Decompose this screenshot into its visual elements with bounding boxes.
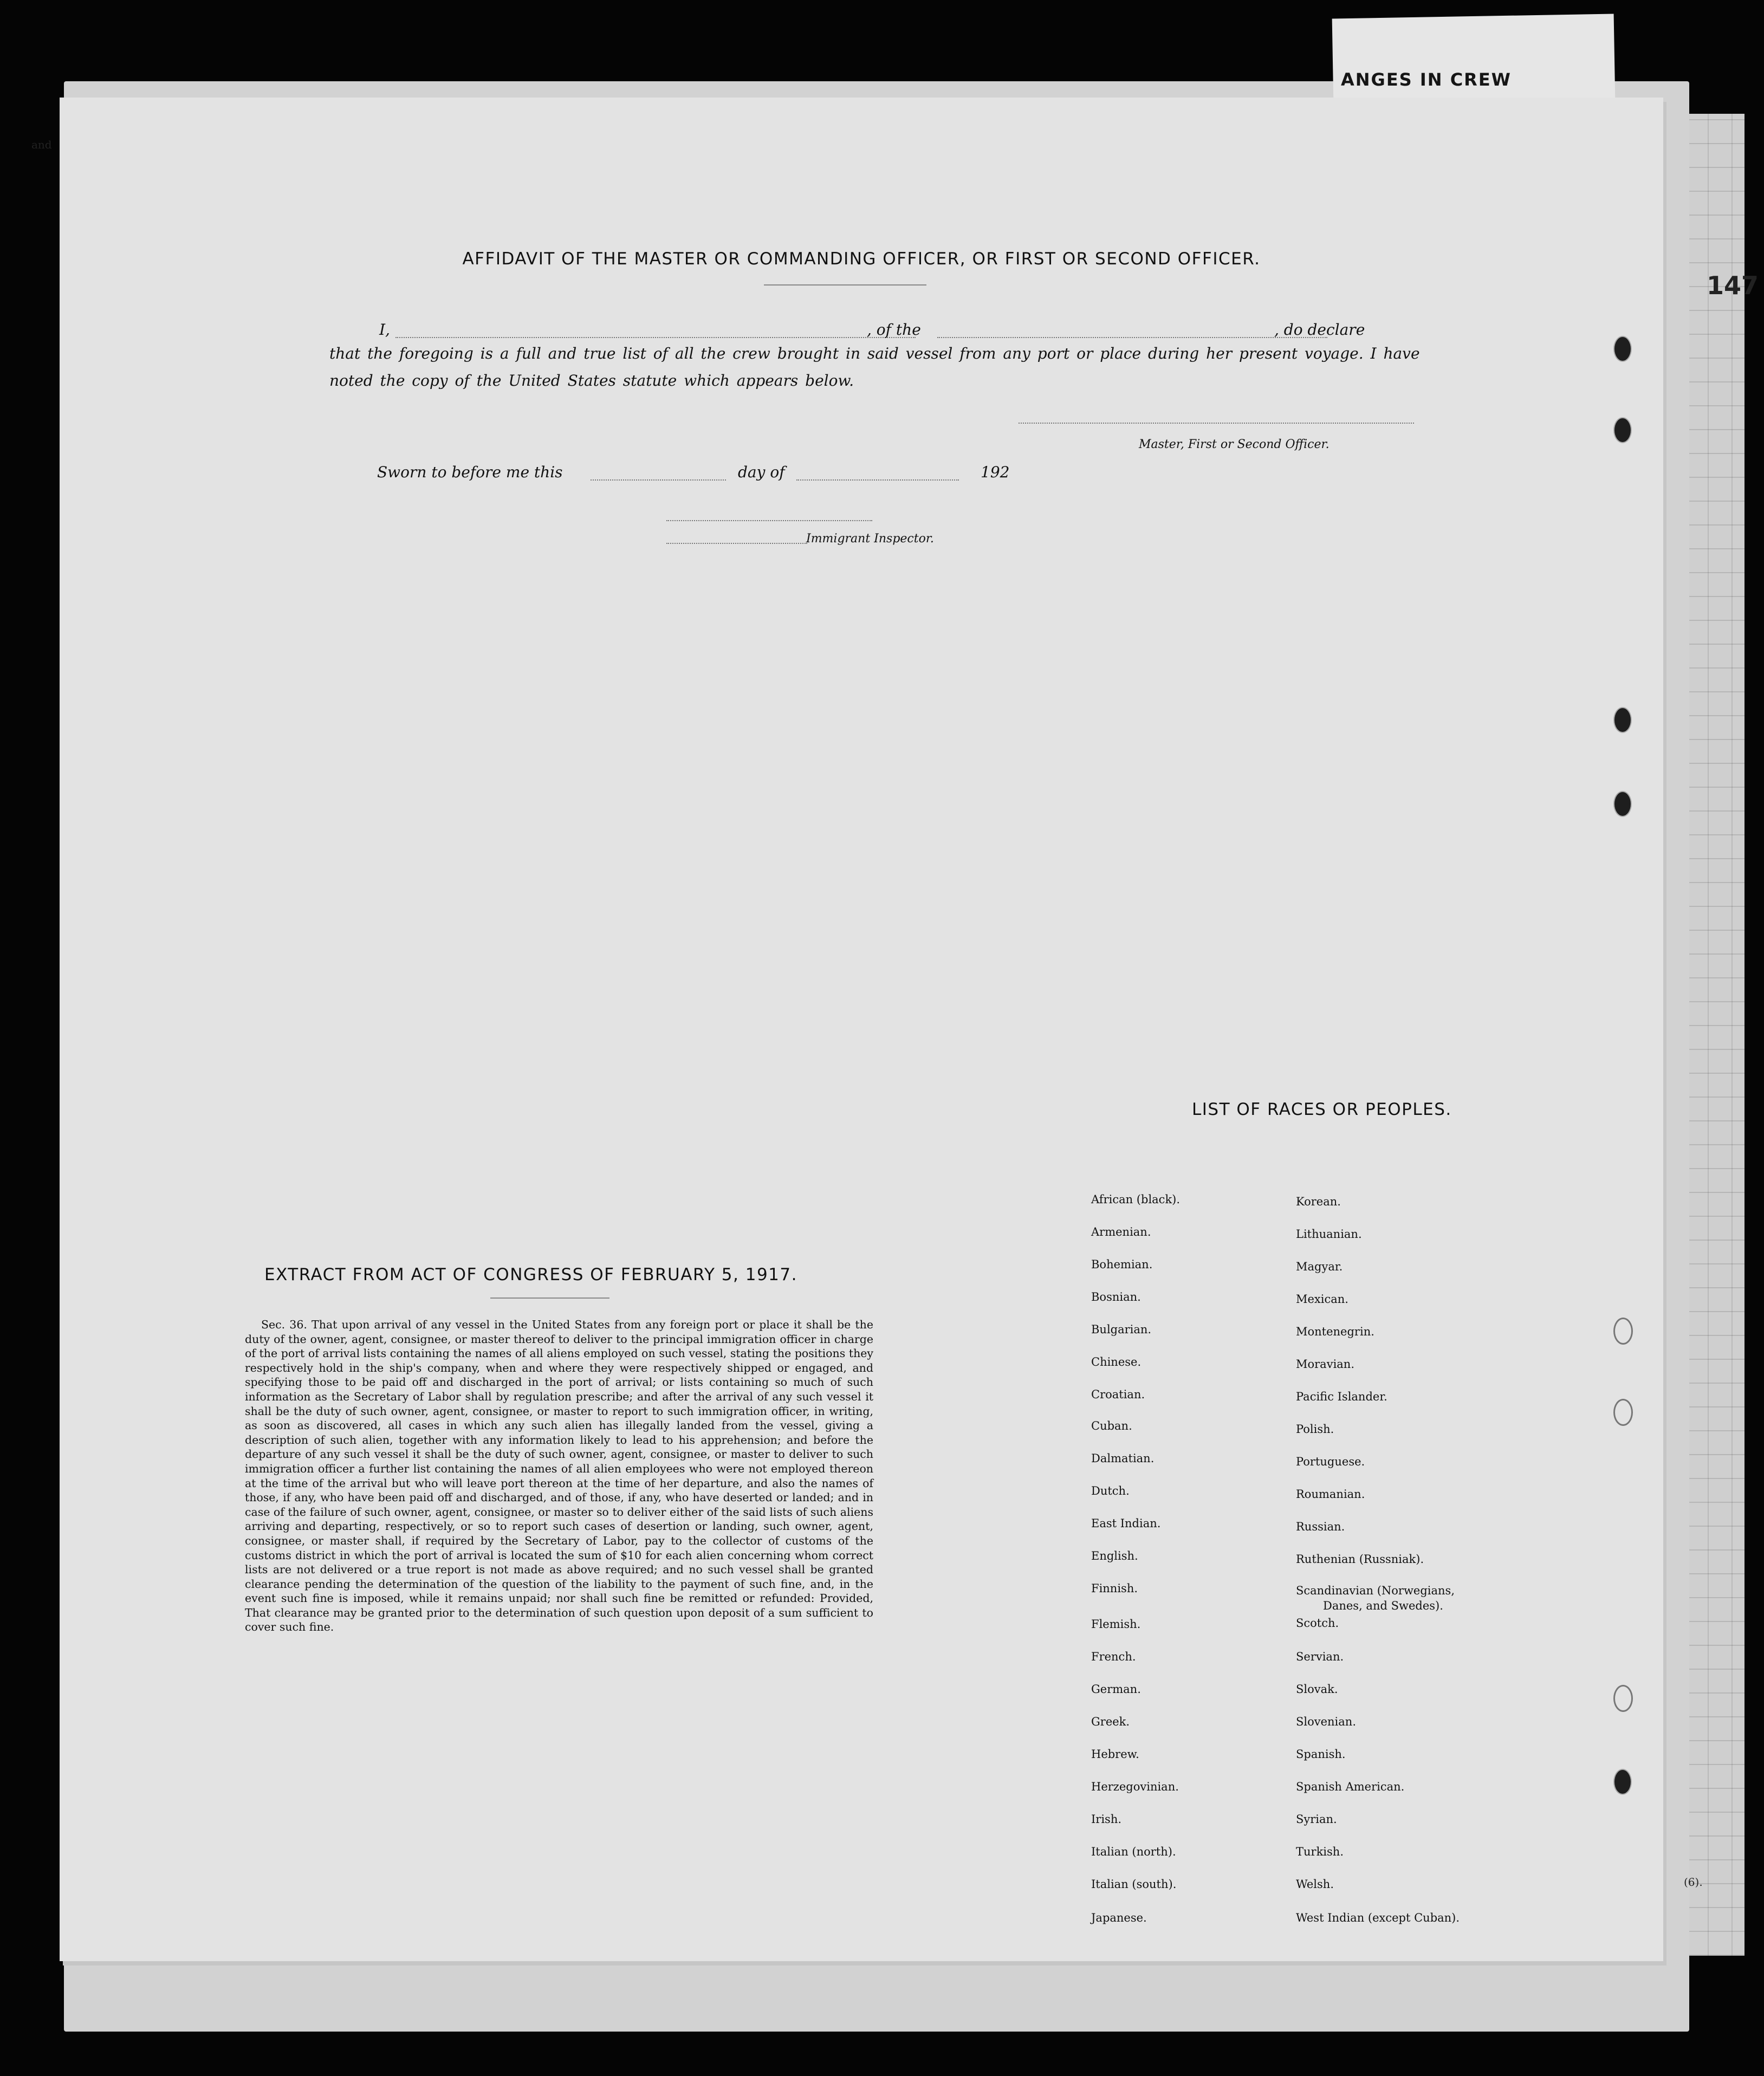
of-the-label: , of the bbox=[867, 321, 921, 339]
race-left-item: Armenian. bbox=[1091, 1225, 1151, 1238]
day-of-label: day of bbox=[738, 463, 785, 481]
signature-line[interactable] bbox=[1019, 423, 1414, 424]
race-left-item: Cuban. bbox=[1091, 1419, 1132, 1432]
race-right-item: Polish. bbox=[1296, 1423, 1334, 1436]
margin-fragment: and bbox=[31, 138, 52, 151]
race-left-item: African (black). bbox=[1091, 1193, 1181, 1206]
race-left-item: Japanese. bbox=[1091, 1911, 1147, 1924]
race-left-item: Finnish. bbox=[1091, 1582, 1138, 1595]
race-right-item: Lithuanian. bbox=[1296, 1228, 1362, 1241]
race-right-item: Slovak. bbox=[1296, 1683, 1338, 1696]
sworn-month-line[interactable] bbox=[796, 479, 959, 481]
race-right-item: Ruthenian (Russniak). bbox=[1296, 1553, 1424, 1566]
race-right-item: Syrian. bbox=[1296, 1813, 1337, 1826]
race-left-item: Italian (south). bbox=[1091, 1878, 1177, 1891]
do-declare-label: , do declare bbox=[1274, 321, 1365, 339]
race-left-item: Bosnian. bbox=[1091, 1290, 1141, 1303]
declaration-statement: that the foregoing is a full and true list of all the crew brought in said vessel from any port or place during her present voyage. I have noted the copy of the United States statute which appears below. bbox=[329, 345, 1420, 390]
race-right-item: Mexican. bbox=[1296, 1293, 1348, 1306]
race-left-item: Hebrew. bbox=[1091, 1748, 1139, 1761]
race-right-item: Slovenian. bbox=[1296, 1715, 1356, 1728]
inspector-upper-line[interactable] bbox=[666, 520, 872, 521]
race-left-item: French. bbox=[1091, 1650, 1136, 1663]
race-left-item: English. bbox=[1091, 1549, 1138, 1562]
race-right-item: Spanish American. bbox=[1296, 1780, 1405, 1793]
race-left-item: German. bbox=[1091, 1683, 1141, 1696]
race-right-item: Portuguese. bbox=[1296, 1455, 1365, 1468]
race-right-item: Magyar. bbox=[1296, 1260, 1343, 1273]
race-left-item: Irish. bbox=[1091, 1813, 1122, 1826]
extract-rule bbox=[490, 1298, 609, 1299]
race-right-item: Danes, and Swedes). bbox=[1323, 1599, 1443, 1612]
punch-hole-empty bbox=[1613, 1399, 1633, 1426]
races-title: LIST OF RACES OR PEOPLES. bbox=[1192, 1100, 1452, 1119]
race-right-item: Korean. bbox=[1296, 1195, 1341, 1208]
page-code: (6). bbox=[1684, 1876, 1703, 1889]
punch-hole-empty bbox=[1613, 1685, 1633, 1712]
race-left-item: Bulgarian. bbox=[1091, 1323, 1152, 1336]
race-right-item: Spanish. bbox=[1296, 1748, 1346, 1761]
extract-body: Sec. 36. That upon arrival of any vessel in the United States from any foreign port or place it shall be the duty of the owner, agent, consignee, or master thereof to deliver to the principal immigration officer in charge of the port of arrival lists containing the names of all aliens employed on such vessel, stating the positions they respectively hold in the ship's company, when and where they were respectively shipped or engaged, and specifying those to be paid off and discharged in the port of arrival; or lists containing so much of such information as the Secretary of Labor shall by regulation prescribe; and after the arrival of any such vessel it shall be the duty of such owner, agent, consignee, or master to report to such immigration officer, in writing, as soon as discovered, all cases in which any such alien has illegally landed from the vessel, giving a description of such alien, together with any information likely to lead to his apprehension; and before the departure of any such vessel it shall be the duty of such owner, agent, consignee, or master to deliver to such immigration officer a further list containing the names of all alien employees who were not employed thereon at the time of the arrival but who will leave port thereon at the time of her departure, and also the names of those, if any, who have been paid off and discharged, and of those, if any, who have deserted or landed; and in case of the failure of such owner, agent, consignee, or master so to deliver either of the said lists of such aliens arriving and departing, respectively, or so to report such cases of desertion or landing, such owner, agent, consignee, or master shall, if required by the Secretary of Labor, pay to the collector of customs of the customs district in which the port of arrival is located the sum of $10 for each alien concerning whom correct lists are not delivered or a true report is not made as above required; and no such vessel shall be granted clearance pending the determination of the question of the liability to the payment of such fine, and, in the event such fine is imposed, while it remains unpaid; nor shall such fine be remitted or refunded: Provided, That clearance may be granted prior to the determination of such question upon deposit of a sum sufficient to cover such fine. bbox=[245, 1318, 873, 1634]
signature-label: Master, First or Second Officer. bbox=[1139, 438, 1330, 451]
race-left-item: Greek. bbox=[1091, 1715, 1130, 1728]
name-field-line[interactable] bbox=[395, 337, 916, 338]
race-right-item: Welsh. bbox=[1296, 1878, 1334, 1891]
year-label: 192 bbox=[981, 463, 1010, 481]
sworn-day-line[interactable] bbox=[591, 479, 726, 481]
vessel-field-line[interactable] bbox=[937, 337, 1327, 338]
page-number: 147 bbox=[1707, 271, 1759, 300]
title-rule bbox=[764, 284, 926, 286]
race-right-item: Roumanian. bbox=[1296, 1488, 1365, 1501]
race-right-item: Scandinavian (Norwegians, bbox=[1296, 1584, 1455, 1597]
race-left-item: East Indian. bbox=[1091, 1517, 1161, 1530]
race-left-item: Chinese. bbox=[1091, 1355, 1142, 1368]
tab-label: ANGES IN CREW bbox=[1341, 69, 1512, 90]
inspector-line[interactable] bbox=[666, 543, 807, 544]
race-left-item: Dalmatian. bbox=[1091, 1452, 1155, 1465]
race-left-item: Croatian. bbox=[1091, 1388, 1145, 1401]
race-right-item: West Indian (except Cuban). bbox=[1296, 1911, 1460, 1924]
i-label: I, bbox=[379, 321, 390, 339]
race-right-item: Scotch. bbox=[1296, 1617, 1339, 1630]
race-right-item: Pacific Islander. bbox=[1296, 1390, 1387, 1403]
punch-hole bbox=[1613, 417, 1632, 443]
punch-hole bbox=[1613, 1769, 1632, 1795]
race-left-item: Italian (north). bbox=[1091, 1845, 1176, 1858]
punch-hole-empty bbox=[1613, 1318, 1633, 1345]
punch-hole bbox=[1613, 336, 1632, 362]
punch-hole bbox=[1613, 791, 1632, 817]
punch-hole bbox=[1613, 707, 1632, 733]
inspector-label: Immigrant Inspector. bbox=[806, 532, 934, 546]
race-left-item: Flemish. bbox=[1091, 1618, 1141, 1631]
top-tab-paper bbox=[1332, 14, 1616, 105]
race-left-item: Herzegovinian. bbox=[1091, 1780, 1179, 1793]
race-right-item: Turkish. bbox=[1296, 1845, 1344, 1858]
race-right-item: Moravian. bbox=[1296, 1358, 1355, 1371]
affidavit-title: AFFIDAVIT OF THE MASTER OR COMMANDING OFFICER, OR FIRST OR SECOND OFFICER. bbox=[462, 249, 1261, 269]
document-page bbox=[60, 98, 1663, 1961]
race-right-item: Servian. bbox=[1296, 1650, 1344, 1663]
race-left-item: Dutch. bbox=[1091, 1484, 1130, 1497]
race-left-item: Bohemian. bbox=[1091, 1258, 1153, 1271]
race-right-item: Russian. bbox=[1296, 1520, 1345, 1533]
extract-title: EXTRACT FROM ACT OF CONGRESS OF FEBRUARY 5, 1917. bbox=[264, 1265, 797, 1284]
sworn-label: Sworn to before me this bbox=[377, 463, 563, 481]
race-right-item: Montenegrin. bbox=[1296, 1325, 1374, 1338]
